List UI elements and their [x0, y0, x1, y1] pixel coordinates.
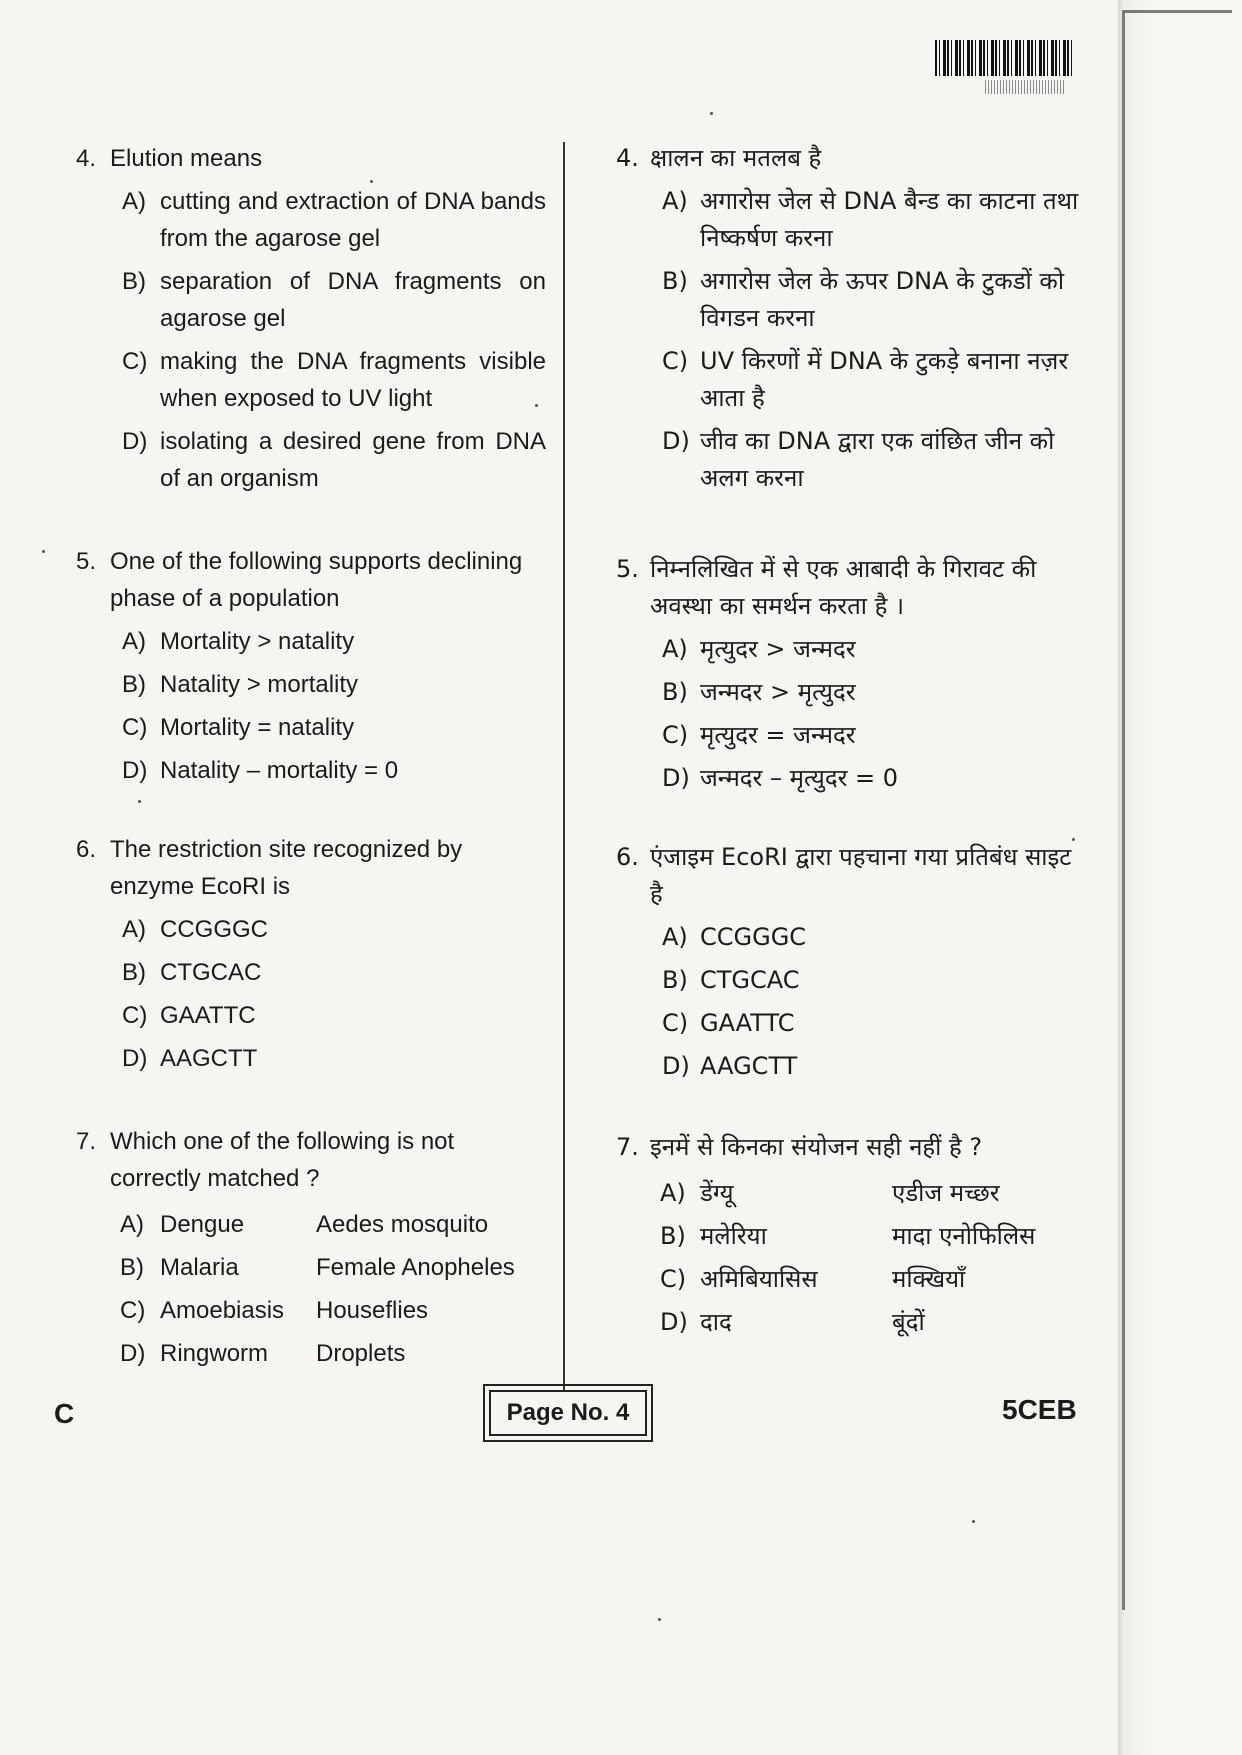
- answer-option: [662, 343, 1086, 417]
- question-stem: [76, 831, 546, 905]
- question-text: Which one of the following is not correctly matched ?: [110, 1128, 455, 1192]
- answer-option: [122, 911, 546, 948]
- option-letter: B): [122, 671, 146, 698]
- question: [76, 1123, 546, 1375]
- option-letter: C): [662, 721, 689, 749]
- paper-speck: [972, 1520, 975, 1523]
- option-text: CTGCAC: [700, 966, 800, 994]
- answer-option: [662, 674, 1086, 711]
- question-text: इनमें से किनका संयोजन सही नहीं है ?: [650, 1133, 983, 1161]
- option-letter: B): [122, 268, 146, 295]
- answer-option: [122, 183, 546, 257]
- option-text: CCGGGC: [160, 916, 268, 943]
- option-text: AAGCTT: [700, 1052, 798, 1080]
- option-letter: C): [662, 1009, 689, 1037]
- series-letter: C: [54, 1398, 75, 1429]
- option-text: जन्मदर > मृत्युदर: [700, 678, 856, 706]
- option-letter: A): [662, 635, 688, 663]
- option-text: Mortality > natality: [160, 628, 355, 655]
- page-number-box: [483, 1384, 653, 1442]
- option-letter: D): [122, 757, 148, 784]
- english-column: [76, 140, 546, 1375]
- match-row: [660, 1215, 1086, 1258]
- question-stem: [616, 140, 1086, 177]
- answer-option: [122, 343, 546, 417]
- option-text: जन्मदर – मृत्युदर = 0: [700, 764, 899, 792]
- option-letter: A): [662, 923, 688, 951]
- question-number: 4.: [76, 145, 97, 172]
- question: [76, 543, 546, 789]
- question-stem: [616, 551, 1086, 625]
- question-number: 7.: [76, 1128, 97, 1155]
- option-letter: D): [122, 1045, 148, 1072]
- option-letter: B): [122, 959, 146, 986]
- option-letter: C): [660, 1265, 687, 1293]
- option-text: Natality – mortality = 0: [160, 757, 399, 784]
- option-text: AAGCTT: [160, 1045, 258, 1072]
- option-text: जीव का DNA द्वारा एक वांछित जीन को अलग करना: [700, 427, 1055, 492]
- answer-option: [122, 1040, 546, 1077]
- option-letter: D): [662, 1052, 690, 1080]
- page-border-top: [1122, 10, 1232, 13]
- disease-vector: मक्खियाँ: [892, 1265, 966, 1293]
- paper-speck: [42, 550, 45, 553]
- option-letter: B): [660, 1222, 686, 1250]
- question: [616, 1129, 1086, 1344]
- question-text: निम्नलिखित में से एक आबादी के गिरावट की अवस्था का समर्थन करता है ।: [650, 555, 1037, 620]
- option-letter: A): [662, 187, 688, 215]
- option-text: UV किरणों में DNA के टुकड़े बनाना नज़र आता है: [700, 347, 1069, 412]
- option-letter: D): [662, 427, 690, 455]
- option-text: मृत्युदर > जन्मदर: [700, 635, 856, 663]
- question-stem: [76, 1123, 546, 1197]
- option-letter: C): [662, 347, 689, 375]
- question-number: 6.: [76, 836, 97, 863]
- disease-name: Malaria: [160, 1254, 239, 1281]
- option-letter: C): [122, 1002, 148, 1029]
- answer-option: [122, 752, 546, 789]
- option-letter: A): [120, 1211, 144, 1238]
- disease-vector: मादा एनोफिलिस: [892, 1222, 1036, 1250]
- option-letter: B): [662, 966, 688, 994]
- option-letter: C): [122, 348, 148, 375]
- option-text: अगारोस जेल के ऊपर DNA के टुकडों को विगडन करना: [700, 267, 1065, 332]
- option-letter: D): [120, 1340, 146, 1367]
- option-letter: D): [122, 428, 148, 455]
- option-letter: B): [662, 678, 688, 706]
- answer-option: [662, 263, 1086, 337]
- disease-name: दाद: [700, 1308, 732, 1336]
- disease-name: Dengue: [160, 1211, 245, 1238]
- question: [76, 831, 546, 1077]
- answer-option: [122, 997, 546, 1034]
- disease-vector: एडीज मच्छर: [892, 1179, 1000, 1207]
- option-letter: C): [120, 1297, 146, 1324]
- option-letter: B): [662, 267, 688, 295]
- match-row: [120, 1289, 546, 1332]
- question-text: क्षालन का मतलब है: [650, 144, 822, 172]
- option-text: GAATTC: [160, 1002, 256, 1029]
- answer-option: [662, 962, 1086, 999]
- disease-vector: Aedes mosquito: [316, 1211, 489, 1238]
- disease-vector: बूंदों: [892, 1308, 925, 1336]
- question-stem: [616, 839, 1086, 913]
- option-text: अगारोस जेल से DNA बैन्ड का काटना तथा निष्कर्षण करना: [700, 187, 1079, 252]
- answer-option: [122, 423, 546, 497]
- option-letter: A): [660, 1179, 686, 1207]
- question-number: 7.: [616, 1133, 639, 1161]
- disease-vector: Houseflies: [316, 1297, 429, 1324]
- question-number: 6.: [616, 843, 639, 871]
- answer-option: [662, 183, 1086, 257]
- paper-speck: [658, 1618, 661, 1621]
- option-letter: D): [662, 764, 690, 792]
- question-number: 5.: [616, 555, 639, 583]
- option-letter: A): [122, 188, 146, 215]
- option-text: मृत्युदर = जन्मदर: [700, 721, 856, 749]
- option-text: Mortality = natality: [160, 714, 355, 741]
- option-letter: A): [122, 628, 146, 655]
- option-text: making the DNA fragments visible when exposed to UV light: [160, 348, 546, 412]
- question: [616, 140, 1086, 497]
- question-text: The restriction site recognized by enzyme EcoRI is: [110, 836, 463, 900]
- match-pairs: [660, 1172, 1086, 1344]
- barcode-icon: [935, 40, 1073, 76]
- disease-name: मलेरिया: [700, 1222, 767, 1250]
- booklet-code: 5CEB: [1002, 1394, 1077, 1425]
- answer-option: [122, 263, 546, 337]
- page-border-line: [1122, 10, 1125, 1610]
- match-row: [660, 1172, 1086, 1215]
- column-divider: [563, 142, 565, 1392]
- disease-vector: Female Anopheles: [316, 1254, 515, 1281]
- question-text: एंजाइम EcoRI द्वारा पहचाना गया प्रतिबंध साइट है: [650, 843, 1072, 908]
- disease-name: अमिबियासिस: [700, 1265, 818, 1293]
- option-text: cutting and extraction of DNA bands from the agarose gel: [160, 188, 546, 252]
- option-text: GAATTC: [700, 1009, 795, 1037]
- hindi-column: [616, 140, 1086, 1344]
- option-text: separation of DNA fragments on agarose gel: [160, 268, 546, 332]
- answer-option: [662, 631, 1086, 668]
- answer-option: [122, 954, 546, 991]
- option-text: CCGGGC: [700, 923, 807, 951]
- answer-option: [662, 423, 1086, 497]
- disease-name: डेंग्यू: [700, 1179, 734, 1207]
- answer-option: [122, 623, 546, 660]
- match-row: [120, 1203, 546, 1246]
- question-text: Elution means: [110, 145, 263, 172]
- barcode-number-icon: [985, 80, 1065, 94]
- question-stem: [616, 1129, 1086, 1166]
- question-number: 4.: [616, 144, 639, 172]
- option-letter: B): [120, 1254, 144, 1281]
- question-stem: [76, 543, 546, 617]
- option-letter: D): [660, 1308, 688, 1336]
- question: [616, 551, 1086, 797]
- option-text: isolating a desired gene from DNA of an organism: [160, 428, 546, 492]
- match-row: [120, 1332, 546, 1375]
- answer-option: [662, 1005, 1086, 1042]
- option-text: Natality > mortality: [160, 671, 359, 698]
- answer-option: [662, 717, 1086, 754]
- answer-option: [662, 1048, 1086, 1085]
- paper-speck: [710, 112, 713, 115]
- option-text: CTGCAC: [160, 959, 262, 986]
- question-stem: [76, 140, 546, 177]
- disease-name: Ringworm: [160, 1340, 269, 1367]
- match-pairs: [120, 1203, 546, 1375]
- option-letter: C): [122, 714, 148, 741]
- match-row: [120, 1246, 546, 1289]
- disease-vector: Droplets: [316, 1340, 406, 1367]
- answer-option: [122, 709, 546, 746]
- answer-option: [662, 760, 1086, 797]
- disease-name: Amoebiasis: [160, 1297, 285, 1324]
- match-row: [660, 1258, 1086, 1301]
- question-text: One of the following supports declining phase of a population: [110, 548, 523, 612]
- option-letter: A): [122, 916, 146, 943]
- match-row: [660, 1301, 1086, 1344]
- page-edge-shadow: [1118, 0, 1242, 1755]
- answer-option: [662, 919, 1086, 956]
- question: [76, 140, 546, 497]
- question: [616, 839, 1086, 1085]
- page-number: Page No. 4: [489, 1390, 647, 1436]
- question-number: 5.: [76, 548, 97, 575]
- answer-option: [122, 666, 546, 703]
